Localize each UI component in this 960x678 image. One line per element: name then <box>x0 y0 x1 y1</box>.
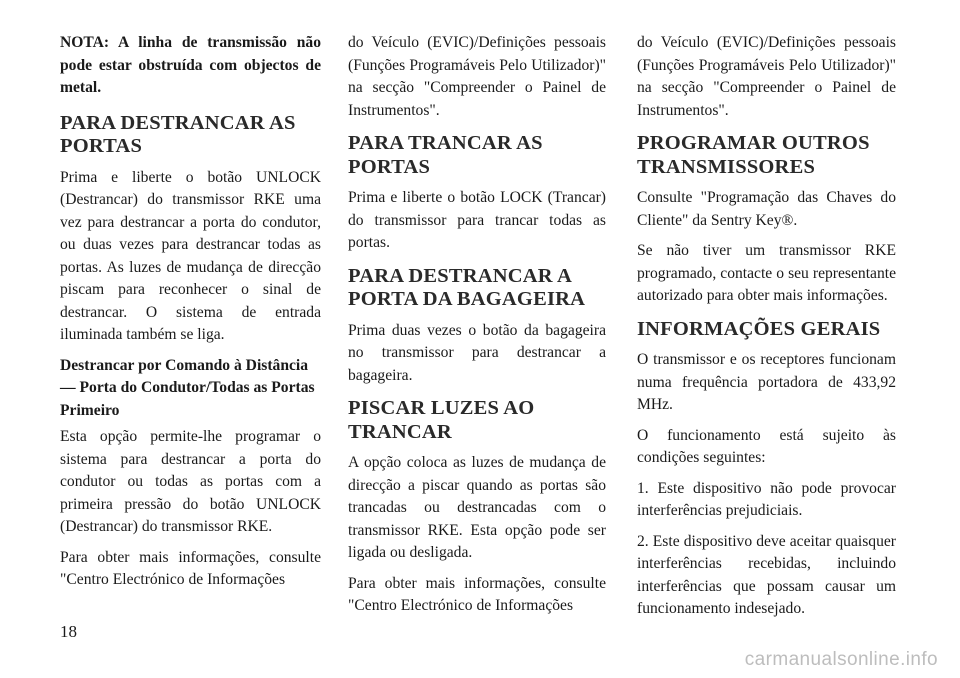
heading-lock-doors: PARA TRANCAR AS PORTAS <box>348 132 543 178</box>
condition-item-1: 1. Este dispositivo não pode provocar interferências prejudiciais. <box>637 479 896 519</box>
paragraph-evic-reference-1: do Veículo (EVIC)/Definições pessoais (Funções Programáveis Pelo Utilizador)" na secção "Compreender o Painel de Instrumentos". <box>348 34 606 119</box>
paragraph-unlock-instructions: Prima e liberte o botão UNLOCK (Destrancar) do transmissor RKE uma vez para destrancar a porta do condutor, ou duas vezes para destrancar todas as portas. As luzes de mudança de direcção piscam para reconhecer o sinal de destrancar. O sistema de entrada iluminada também se liga. <box>60 168 321 343</box>
heading-general-info: INFORMAÇÕES GERAIS <box>637 317 881 340</box>
paragraph-lock-instructions: Prima e liberte o botão LOCK (Trancar) do transmissor para trancar todas as portas. <box>348 189 606 251</box>
column-3 <box>637 32 896 629</box>
paragraph-conditions: O funcionamento está sujeito às condições seguintes: <box>637 426 896 466</box>
paragraph-trunk-instructions: Prima duas vezes o botão da bagageira no transmissor para destrancar a bagageira. <box>348 321 606 384</box>
heading-unlock-trunk: PARA DESTRANCAR A PORTA DA BAGAGEIRA <box>348 264 586 310</box>
page-number: 18 <box>60 622 77 641</box>
column-2 <box>348 32 606 626</box>
heading-unlock-doors: PARA DESTRANCAR AS PORTAS <box>60 111 296 157</box>
metal-objects-note: NOTA: A linha de transmissão não pode estar obstruída com objectos de metal. <box>60 34 321 96</box>
paragraph-more-info-1: Para obter mais informações, consulte "Centro Electrónico de Informações <box>60 548 321 588</box>
paragraph-flash-lights: A opção coloca as luzes de mudança de direcção a piscar quando as portas são trancadas ou destrancadas com o transmissor RKE. Esta opção pode ser ligada ou desligada. <box>348 454 606 561</box>
subheading-remote-unlock: Destrancar por Comando à Distância — Porta do Condutor/Todas as Portas Primeiro <box>60 356 315 419</box>
paragraph-sentry-key: Consulte "Programação das Chaves do Cliente" da Sentry Key®. <box>637 189 896 229</box>
condition-item-2: 2. Este dispositivo deve aceitar quaisquer interferências recebidas, incluindo interferências que possam causar um funcionamento indesejado. <box>637 532 896 617</box>
heading-flash-lights: PISCAR LUZES AO TRANCAR <box>348 397 535 443</box>
paragraph-contact-dealer: Se não tiver um transmissor RKE programado, contacte o seu representante autorizado para obter mais informações. <box>637 242 896 304</box>
column-1 <box>60 32 321 600</box>
heading-program-transmitters: PROGRAMAR OUTROS TRANSMISSORES <box>637 132 870 178</box>
paragraph-evic-reference-2: do Veículo (EVIC)/Definições pessoais (Funções Programáveis Pelo Utilizador)" na secção "Compreender o Painel de Instrumentos". <box>637 34 896 119</box>
paragraph-remote-unlock-option: Esta opção permite-lhe programar o sistema para destrancar a porta do condutor ou todas as portas com a primeira pressão do botão UNLOCK (Destrancar) do transmissor RKE. <box>60 428 321 535</box>
paragraph-more-info-2: Para obter mais informações, consulte "Centro Electrónico de Informações <box>348 574 606 614</box>
paragraph-frequency: O transmissor e os receptores funcionam numa frequência portadora de 433,92 MHz. <box>637 351 896 413</box>
watermark: carmanualsonline.info <box>744 649 938 670</box>
